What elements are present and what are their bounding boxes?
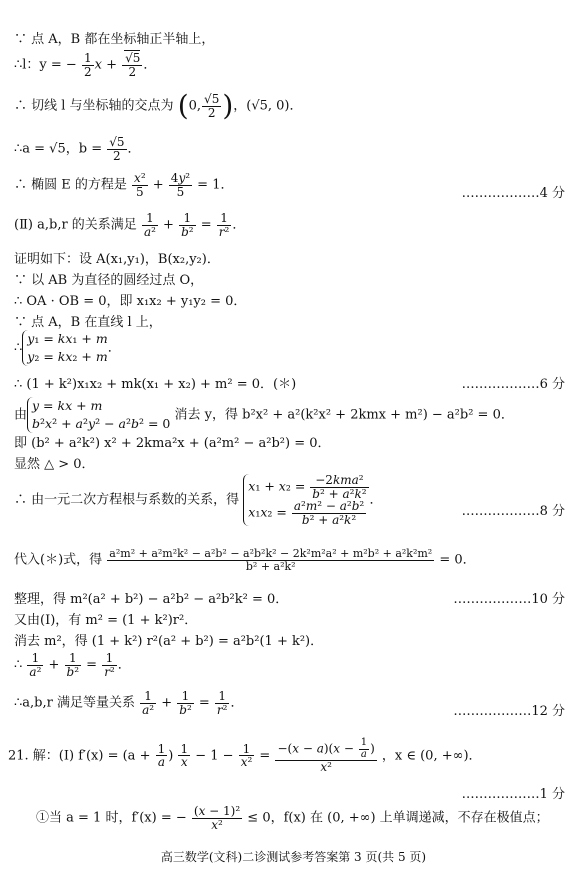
line-8: ∵ 以 AB 为直径的圆经过点 O，: [14, 273, 204, 288]
score-8: ………………8 分: [461, 504, 565, 519]
line-13: 由y = kx + m b²x² + a²y² − a²b² = 0 消去 y，得 b²x² + a²(k²x² + 2kmx + m²) − a²b² = 0．: [14, 397, 514, 433]
line-4: ∴a = √5，b = $\frac{√5}{2}$ ．: [14, 135, 141, 163]
line-19: 又由(Ⅰ)，有 m² = (1 + k²)r²．: [14, 613, 198, 628]
page-footer: 高三数学(文科)二诊测试参考答案第 3 页(共 5 页): [160, 850, 427, 864]
line-23: 21. 解：(Ⅰ) f′(x) = (a + $\frac{1}{a}$ ) $\frac{1}{x}$ − 1 − $\frac{1}{\text{x²}}$ = −(x − a)(x − $\frac{1}{a}$ ) x² ，x ∈ (0, +∞)．: [8, 737, 482, 774]
score-4: ………………4 分: [461, 186, 565, 201]
line-7: 证明如下：设 A(x₁,y₁)，B(x₂,y₂)．: [14, 252, 220, 267]
score-12: ………………12 分: [453, 704, 565, 719]
score-1: ………………1 分: [461, 787, 565, 802]
line-6: (Ⅱ) a,b,r 的关系满足 $\frac{1}{\text{a²}}$ + $\frac{1}{\text{b²}}$ = $\frac{1}{\text{r²}}$ ．: [14, 211, 246, 239]
line-12: ∴ (1 + k²)x₁x₂ + mk(x₁ + x₂) + m² = 0．(＊): [14, 377, 297, 392]
score-6: ………………6 分: [461, 377, 565, 392]
line-14: 即 (b² + a²k²) x² + 2kma²x + (a²m² − a²b²) = 0．: [14, 436, 331, 451]
line-9: ∴ OA · OB = 0，即 x₁x₂ + y₁y₂ = 0．: [14, 294, 247, 309]
line-10: ∵ 点 A，B 在直线 l 上，: [14, 315, 162, 330]
line-5: ∴ 椭圆 E 的方程是 $\frac{\text{x²}}{5}$ + $\frac{\text{4y²}}{5}$ = 1．: [14, 171, 234, 199]
line-3: ∴ 切线 l 与坐标轴的交点为 (0, $\frac{√5}{2}$ )，(√5, 0)．: [14, 89, 303, 122]
line-2: ∴l：y = − $\frac{1}{2}$ x + $\frac{√5}{2}$ ．: [14, 51, 157, 79]
line-21: ∴ $\frac{1}{\text{a²}}$ + $\frac{1}{\text{b²}}$ = $\frac{1}{\text{r²}}$ ．: [14, 651, 131, 679]
line-16: ∴ 由一元二次方程根与系数的关系，得 x₁ + x₂ = −2kma² b² + a²k² x₁x₂ = $\frac{\text{a²m² − a²b²}}{\text{b² + a²k²}}$ ．: [14, 473, 383, 527]
line-17: 代入(＊)式，得 $\frac{\text{a²m² + a²m²k² − a²b² − a²b²k² − 2k²m²a² + m²b² + a²k²m²}}{\text{b² + a²k²}}$ = 0．: [14, 547, 476, 573]
line-22: ∴a,b,r 满足等量关系 $\frac{1}{\text{a²}}$ + $\frac{1}{\text{b²}}$ = $\frac{1}{\text{r²}}$ ．: [14, 689, 244, 717]
line-20: 消去 m²，得 (1 + k²) r²(a² + b²) = a²b²(1 + k²)．: [14, 634, 324, 649]
score-10: ………………10 分: [453, 592, 565, 607]
line-1: ∵ 点 A，B 都在坐标轴正半轴上，: [14, 32, 215, 47]
line-11: ∴y₁ = kx₁ + m y₂ = kx₂ + m．: [14, 330, 121, 366]
line-25: ①当 a = 1 时，f′(x) = − $\frac{\text{(x − 1)²}}{\text{x²}}$ ≤ 0，f(x) 在 (0, +∞) 上单调递减，不存在极值点；: [36, 804, 549, 832]
line-15: 显然 △ > 0．: [14, 457, 95, 472]
line-18: 整理，得 m²(a² + b²) − a²b² − a²b²k² = 0．: [14, 592, 289, 607]
